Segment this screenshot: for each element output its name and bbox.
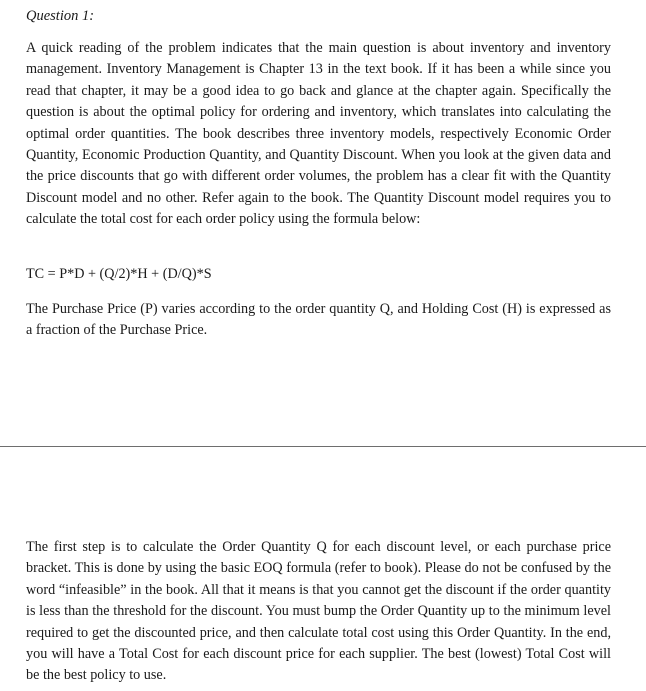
section-divider [0,446,646,447]
question-heading: Question 1: [26,8,95,24]
price-note-paragraph: The Purchase Price (P) varies according to the order quantity Q, and Holding Cost (H) is expressed as a fraction of the Purchase Price. [26,301,611,339]
intro-paragraph: A quick reading of the problem indicates that the main question is about inventory and inventory management. Inventory Management is Chapter 13 in the text book. If it has been a while since you read that chapter, it may be a good idea to go back and glance at the chapter again. Specifically the question is about the optimal policy for ordering and inventory, which translates into calculating the optimal order quantities. The book describes three inventory models, respectively Economic Order Quantity, Economic Production Quantity, and Quantity Discount. When you look at the given data and the price discounts that go with different order volumes, the problem has a clear fit with the Quantity Discount model and no other. Refer again to the book. The Quantity Discount model requires you to calculate the total cost for each order policy using the formula below: [26,40,611,228]
first-step-paragraph: The first step is to calculate the Order Quantity Q for each discount level, or each purchase price bracket. This is done by using the basic EOQ formula (refer to book). Please do not be confused by the word “infeasible” in the book. All that it means is that you cannot get the discount if the order quantity is less than the threshold for the discount. You must bump the Order Quantity up to the minimum level required to get the discounted price, and then calculate total cost using this Order Quantity. In the end, you will have a Total Cost for each discount price for each supplier. The best (lowest) Total Cost will be the best policy to use. [26,539,611,684]
total-cost-formula: TC = P*D + (Q/2)*H + (D/Q)*S [26,266,212,282]
